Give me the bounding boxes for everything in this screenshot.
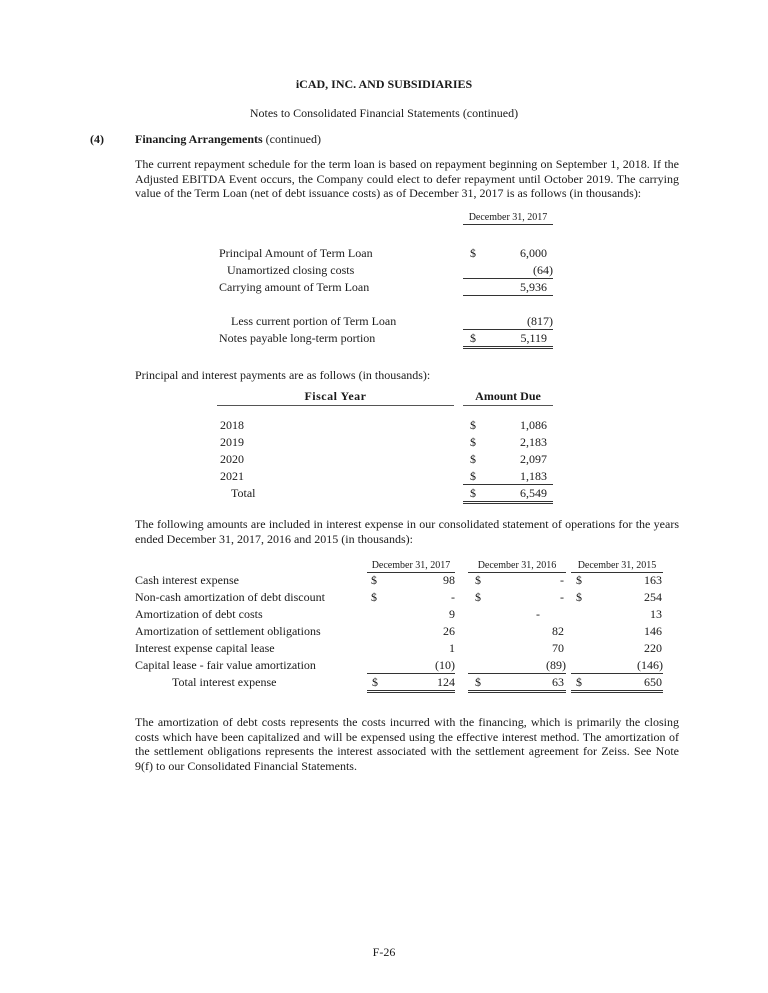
value-2016: (89) <box>468 657 566 674</box>
year: 2020 <box>220 452 244 466</box>
dollar-sign: $ <box>576 573 582 587</box>
interest-total-row <box>135 674 665 691</box>
dollar-sign: $ <box>475 590 481 604</box>
page-number: F-26 <box>372 945 396 959</box>
row-value-cell <box>463 330 553 349</box>
term-loan-row <box>219 313 553 330</box>
row-label: Principal Amount of Term Loan <box>219 246 373 260</box>
payment-row <box>219 468 553 485</box>
dollar-sign: $ <box>371 590 377 604</box>
row-label: Cash interest expense <box>135 573 239 587</box>
value-2016: - <box>536 607 540 621</box>
value-2017: (10) <box>367 657 455 674</box>
value-2015-cell <box>571 674 663 693</box>
term-loan-row <box>219 330 553 347</box>
total-label: Total interest expense <box>172 675 277 689</box>
dollar-sign: $ <box>576 675 582 689</box>
dollar-sign: $ <box>372 675 378 689</box>
dollar-sign: $ <box>475 675 481 689</box>
total-label: Total <box>231 486 256 500</box>
row-label: Capital lease - fair value amortization <box>135 658 316 672</box>
fiscal-year-header: Fiscal Year <box>217 389 454 406</box>
value-2016: 63 <box>552 675 564 689</box>
row-value: 5,119 <box>520 331 547 345</box>
dollar-sign: $ <box>470 246 476 260</box>
row-label: Amortization of settlement obligations <box>135 624 321 638</box>
term-loan-row <box>219 262 553 279</box>
dollar-sign: $ <box>470 486 476 500</box>
column-header-2017: December 31, 2017 <box>367 560 455 573</box>
value-2015: 220 <box>644 641 662 655</box>
row-label: Carrying amount of Term Loan <box>219 280 370 294</box>
dollar-sign: $ <box>576 590 582 604</box>
dollar-sign: $ <box>475 573 481 587</box>
value-2017-cell <box>367 674 455 693</box>
amount-cell <box>463 468 553 485</box>
section-title-suffix: (continued) <box>262 132 321 146</box>
row-value: (817) <box>463 313 553 330</box>
value-2017: 98 <box>443 573 455 587</box>
dollar-sign: $ <box>470 418 476 432</box>
value-text: 5,936 <box>520 280 547 294</box>
value-2016: 70 <box>552 641 564 655</box>
column-header-2015: December 31, 2015 <box>571 560 663 573</box>
row-label: Unamortized closing costs <box>227 263 355 277</box>
value-2017: 26 <box>443 624 455 638</box>
value-2015: 163 <box>644 573 662 587</box>
interest-row <box>135 640 665 657</box>
section-number: (4) <box>90 132 104 146</box>
interest-row <box>135 657 665 674</box>
year: 2018 <box>220 418 244 432</box>
year: 2019 <box>220 435 244 449</box>
payment-row <box>219 417 553 434</box>
amount: 2,097 <box>520 452 547 466</box>
year: 2021 <box>220 469 244 483</box>
row-value: 6,000 <box>520 246 547 260</box>
amount: 6,549 <box>520 486 547 500</box>
amount-due-header: Amount Due <box>463 389 553 406</box>
row-value: (64) <box>463 262 553 279</box>
value-2017: 124 <box>437 675 455 689</box>
payment-row <box>219 434 553 451</box>
interest-intro: The following amounts are included in interest expense in our consolidated statement of operations for the years ended December 31, 2017, 2016 and 2015 (in thousands): <box>135 517 679 546</box>
value-2016-cell <box>468 674 566 693</box>
row-label: Non-cash amortization of debt discount <box>135 590 325 604</box>
value-2015: 13 <box>650 607 662 621</box>
dollar-sign: $ <box>371 573 377 587</box>
interest-row <box>135 623 665 640</box>
dollar-sign: $ <box>470 469 476 483</box>
document-subtitle: Notes to Consolidated Financial Statements (continued) <box>249 106 519 120</box>
section-title <box>135 132 321 147</box>
row-label: Interest expense capital lease <box>135 641 275 655</box>
payments-intro: Principal and interest payments are as follows (in thousands): <box>135 368 431 382</box>
value-2017: 9 <box>449 607 455 621</box>
value-2017: - <box>451 590 455 604</box>
value-2015: (146) <box>571 657 663 674</box>
column-header-2016: December 31, 2016 <box>468 560 566 573</box>
value-2015: 146 <box>644 624 662 638</box>
row-label: Less current portion of Term Loan <box>231 314 397 328</box>
intro-paragraph: The current repayment schedule for the term loan is based on repayment beginning on September 1, 2018. If the Adjusted EBITDA Event occurs, the Company could elect to defer repayment until October 2019. The carrying value of the Term Loan (net of debt issuance costs) as of December 31, 2017 is as follows (in thousands): <box>135 157 679 200</box>
amount-cell <box>463 485 553 504</box>
interest-row <box>135 606 665 623</box>
dollar-sign: $ <box>470 331 476 345</box>
value-2017: 1 <box>449 641 455 655</box>
row-value <box>463 279 553 296</box>
dollar-sign: $ <box>470 452 476 466</box>
closing-paragraph: The amortization of debt costs represents the costs incurred with the financing, which is primarily the closing costs which have been capitalized and will be expensed using the effective interest method. The amortization of the settlement obligations represents the interest associated with the settlement agreement for Zeiss. See Note 9(f) to our Consolidated Financial Statements. <box>135 715 679 773</box>
amount: 1,183 <box>520 469 547 483</box>
payment-row <box>219 451 553 468</box>
amount: 1,086 <box>520 418 547 432</box>
amount: 2,183 <box>520 435 547 449</box>
value-2015: 650 <box>644 675 662 689</box>
term-loan-row <box>219 245 553 262</box>
value-2016: - <box>560 590 564 604</box>
interest-row <box>135 589 665 606</box>
row-label: Notes payable long-term portion <box>219 331 376 345</box>
row-label: Amortization of debt costs <box>135 607 263 621</box>
dollar-sign: $ <box>470 435 476 449</box>
section-title-bold: Financing Arrangements <box>135 132 263 146</box>
term-loan-row <box>219 279 553 296</box>
interest-row <box>135 572 665 589</box>
value-2016: - <box>560 573 564 587</box>
payment-total-row <box>219 485 553 502</box>
term-loan-column-header: December 31, 2017 <box>463 212 553 225</box>
value-2015: 254 <box>644 590 662 604</box>
company-name: iCAD, INC. AND SUBSIDIARIES <box>295 77 473 91</box>
value-2016: 82 <box>552 624 564 638</box>
